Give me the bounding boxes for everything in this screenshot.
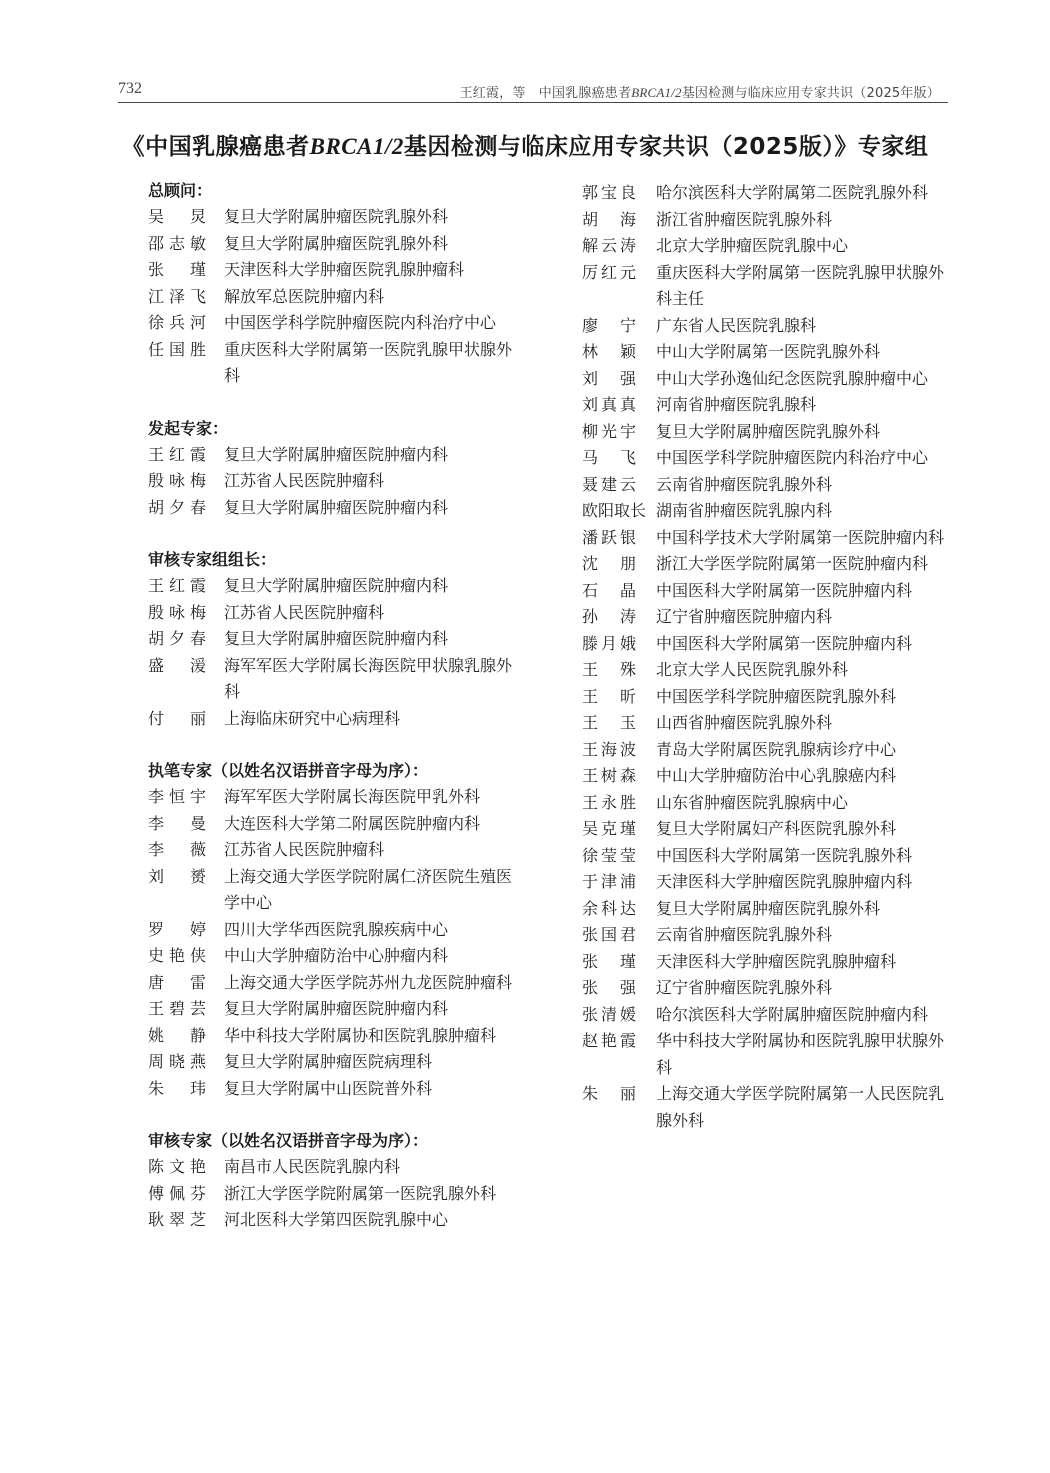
expert-name: 胡夕春 xyxy=(148,629,206,648)
expert-entry xyxy=(148,231,518,258)
expert-name: 王永胜 xyxy=(582,792,636,812)
expert-affiliation: 复旦大学附属肿瘤医院肿瘤内科 xyxy=(224,497,449,517)
expert-entry xyxy=(148,917,518,944)
expert-affiliation: 复旦大学附属肿瘤医院乳腺外科 xyxy=(656,421,881,441)
expert-entry xyxy=(148,943,518,970)
expert-entry xyxy=(148,468,518,495)
expert-entry xyxy=(148,811,518,838)
expert-affiliation: 中山大学孙逸仙纪念医院乳腺肿瘤中心 xyxy=(656,368,929,388)
expert-name: 任国胜 xyxy=(148,339,206,359)
expert-entry xyxy=(582,366,950,393)
expert-affiliation: 江苏省人民医院肿瘤科 xyxy=(224,840,385,859)
title-prefix: 《中国乳腺癌患者 xyxy=(121,134,310,160)
expert-name: 盛 湲 xyxy=(148,655,206,675)
expert-name: 吴 炅 xyxy=(148,207,206,226)
section-title: 总顾问： xyxy=(148,181,213,200)
expert-affiliation: 中国科学技术大学附属第一医院肿瘤内科 xyxy=(656,527,945,547)
expert-entry xyxy=(582,551,950,578)
expert-name: 王 玉 xyxy=(582,713,636,732)
expert-affiliation: 复旦大学附属肿瘤医院乳腺外科 xyxy=(224,207,449,226)
expert-entry xyxy=(582,525,950,552)
expert-name: 孙 涛 xyxy=(582,607,636,626)
expert-entry xyxy=(148,1181,518,1208)
expert-section xyxy=(148,758,518,1102)
expert-entry xyxy=(582,896,950,923)
expert-name: 柳光宇 xyxy=(582,421,636,441)
expert-name: 石 晶 xyxy=(582,580,636,600)
expert-affiliation: 复旦大学附属肿瘤医院肿瘤内科 xyxy=(224,444,449,464)
expert-name: 朱 丽 xyxy=(582,1084,636,1103)
expert-name: 耿翠芝 xyxy=(148,1210,206,1229)
expert-entry xyxy=(148,204,518,231)
expert-entry xyxy=(582,922,950,949)
right-column xyxy=(582,180,950,1134)
expert-name: 王红霞 xyxy=(148,576,206,595)
expert-name: 廖 宁 xyxy=(582,315,636,335)
title-suffix: 基因检测与临床应用专家共识（2025版）》专家组 xyxy=(403,134,929,160)
expert-affiliation: 天津医科大学肿瘤医院乳腺肿瘤科 xyxy=(656,951,897,971)
expert-entry xyxy=(582,472,950,499)
expert-name: 吴克瑾 xyxy=(582,819,636,838)
expert-name: 于津浦 xyxy=(582,872,636,891)
expert-affiliation: 华中科技大学附属协和医院乳腺肿瘤科 xyxy=(224,1025,497,1045)
expert-affiliation: 浙江省肿瘤医院乳腺外科 xyxy=(656,209,833,229)
expert-name: 刘 赟 xyxy=(148,866,206,886)
expert-entry xyxy=(148,284,518,311)
expert-entry xyxy=(148,1049,518,1076)
expert-entry xyxy=(148,442,518,469)
expert-name: 王 昕 xyxy=(582,686,636,706)
expert-entry xyxy=(582,1028,950,1081)
expert-entry xyxy=(582,763,950,790)
expert-entry xyxy=(148,495,518,522)
expert-entry xyxy=(582,816,950,843)
expert-entry xyxy=(582,419,950,446)
expert-affiliation: 中国医科大学附属第一医院肿瘤内科 xyxy=(656,633,913,653)
expert-section xyxy=(148,178,518,390)
expert-entry xyxy=(582,339,950,366)
expert-affiliation: 浙江大学医学院附属第一医院乳腺外科 xyxy=(224,1183,497,1203)
section-title: 审核专家组组长： xyxy=(148,550,277,569)
expert-affiliation: 中山大学肿瘤防治中心乳腺癌内科 xyxy=(656,766,897,785)
expert-entry xyxy=(582,1002,950,1029)
expert-name: 解云涛 xyxy=(582,236,636,255)
expert-name: 史艳侠 xyxy=(148,946,206,965)
expert-affiliation: 中国医科大学附属第一医院肿瘤内科 xyxy=(656,580,913,600)
expert-affiliation: 云南省肿瘤医院乳腺外科 xyxy=(656,925,833,944)
expert-affiliation: 青岛大学附属医院乳腺病诊疗中心 xyxy=(656,739,897,759)
expert-entry xyxy=(148,864,518,917)
expert-affiliation: 复旦大学附属肿瘤医院乳腺外科 xyxy=(224,233,449,253)
expert-affiliation: 天津医科大学肿瘤医院乳腺肿瘤科 xyxy=(224,260,465,279)
expert-affiliation: 上海临床研究中心病理科 xyxy=(224,708,401,728)
running-title-suffix: 基因检测与临床应用专家共识（2025年版） xyxy=(681,86,940,101)
expert-name: 潘跃银 xyxy=(582,527,636,547)
expert-entry xyxy=(148,996,518,1023)
expert-affiliation: 大连医科大学第二附属医院肿瘤内科 xyxy=(224,813,481,833)
expert-name: 王红霞 xyxy=(148,444,206,464)
expert-entry xyxy=(582,1081,950,1134)
expert-affiliation: 复旦大学附属肿瘤医院肿瘤内科 xyxy=(224,576,449,595)
expert-affiliation: 中国医学科学院肿瘤医院乳腺外科 xyxy=(656,686,897,706)
expert-affiliation: 中国医学科学院肿瘤医院内科治疗中心 xyxy=(656,448,929,467)
expert-name: 王碧芸 xyxy=(148,999,206,1018)
title-gene: BRCA1/2 xyxy=(309,134,404,159)
expert-name: 朱 玮 xyxy=(148,1078,206,1098)
expert-affiliation: 解放军总医院肿瘤内科 xyxy=(224,286,385,306)
expert-section xyxy=(148,416,518,522)
expert-entry xyxy=(582,843,950,870)
expert-name: 沈 朋 xyxy=(582,554,636,573)
expert-entry xyxy=(582,207,950,234)
running-title-prefix: 王红霞，等 中国乳腺癌患者 xyxy=(459,86,632,101)
section-title: 审核专家（以姓名汉语拼音字母为序）： xyxy=(148,1131,429,1150)
expert-affiliation: 重庆医科大学附属第一医院乳腺甲状腺外科主任 xyxy=(656,262,945,308)
expert-entry xyxy=(148,310,518,337)
expert-entry xyxy=(148,573,518,600)
expert-name: 傅佩芬 xyxy=(148,1183,206,1203)
expert-affiliation: 复旦大学附属肿瘤医院乳腺外科 xyxy=(656,898,881,918)
page-number: 732 xyxy=(118,80,142,97)
expert-affiliation: 河北医科大学第四医院乳腺中心 xyxy=(224,1210,449,1229)
expert-name: 殷咏梅 xyxy=(148,602,206,622)
expert-name: 王海波 xyxy=(582,739,636,759)
expert-affiliation: 江苏省人民医院肿瘤科 xyxy=(224,471,385,490)
expert-section xyxy=(148,1128,518,1234)
expert-name: 张清媛 xyxy=(582,1004,636,1024)
expert-name: 赵艳霞 xyxy=(582,1031,636,1050)
expert-affiliation: 浙江大学医学院附属第一医院肿瘤内科 xyxy=(656,554,929,573)
expert-entry xyxy=(148,1023,518,1050)
expert-name: 徐莹莹 xyxy=(582,845,636,865)
running-title xyxy=(460,82,940,101)
expert-affiliation: 河南省肿瘤医院乳腺科 xyxy=(656,395,817,414)
expert-name: 余科达 xyxy=(582,898,636,918)
expert-affiliation: 江苏省人民医院肿瘤科 xyxy=(224,602,385,622)
expert-affiliation: 上海交通大学医学院苏州九龙医院肿瘤科 xyxy=(224,972,513,992)
expert-affiliation: 中国医学科学院肿瘤医院内科治疗中心 xyxy=(224,313,497,332)
expert-name: 李 薇 xyxy=(148,840,206,859)
expert-entry xyxy=(582,578,950,605)
expert-name: 王 殊 xyxy=(582,660,636,679)
expert-entry xyxy=(148,1154,518,1181)
expert-name: 刘真真 xyxy=(582,395,636,414)
expert-affiliation: 湖南省肿瘤医院乳腺内科 xyxy=(656,501,833,520)
running-title-gene: BRCA1/2 xyxy=(631,85,682,100)
expert-entry xyxy=(582,631,950,658)
expert-name: 付 丽 xyxy=(148,708,206,728)
expert-affiliation: 辽宁省肿瘤医院乳腺外科 xyxy=(656,978,833,997)
expert-affiliation: 海军军医大学附属长海医院甲乳外科 xyxy=(224,787,481,806)
expert-entry xyxy=(582,498,950,525)
expert-affiliation: 云南省肿瘤医院乳腺外科 xyxy=(656,474,833,494)
expert-name: 郭宝良 xyxy=(582,183,636,202)
expert-name: 林 颖 xyxy=(582,342,636,361)
expert-name: 殷咏梅 xyxy=(148,471,206,490)
section-title: 执笔专家（以姓名汉语拼音字母为序）： xyxy=(148,761,429,780)
expert-entry xyxy=(582,180,950,207)
expert-entry xyxy=(582,604,950,631)
expert-name: 张 瑾 xyxy=(148,260,206,279)
expert-affiliation: 复旦大学附属妇产科医院乳腺外科 xyxy=(656,819,897,838)
expert-name: 张 瑾 xyxy=(582,951,636,971)
expert-affiliation: 重庆医科大学附属第一医院乳腺甲状腺外科 xyxy=(224,339,513,385)
expert-entry xyxy=(582,949,950,976)
expert-affiliation: 北京大学肿瘤医院乳腺中心 xyxy=(656,236,849,255)
expert-entry xyxy=(148,600,518,627)
expert-affiliation: 哈尔滨医科大学附属第二医院乳腺外科 xyxy=(656,183,929,202)
expert-entry xyxy=(582,260,950,313)
expert-name: 李 曼 xyxy=(148,813,206,833)
expert-affiliation: 中国医科大学附属第一医院乳腺外科 xyxy=(656,845,913,865)
expert-affiliation: 复旦大学附属肿瘤医院病理科 xyxy=(224,1052,433,1071)
expert-entry xyxy=(148,257,518,284)
expert-affiliation: 广东省人民医院乳腺科 xyxy=(656,315,817,335)
expert-affiliation: 中山大学附属第一医院乳腺外科 xyxy=(656,342,881,361)
expert-name: 江泽飞 xyxy=(148,286,206,306)
expert-name: 胡 海 xyxy=(582,209,636,229)
expert-name: 马 飞 xyxy=(582,448,636,467)
expert-entry xyxy=(582,392,950,419)
expert-affiliation: 复旦大学附属肿瘤医院肿瘤内科 xyxy=(224,999,449,1018)
expert-name: 刘 强 xyxy=(582,368,636,388)
expert-entry xyxy=(148,1207,518,1234)
expert-entry xyxy=(582,710,950,737)
expert-entry xyxy=(582,445,950,472)
expert-entry xyxy=(148,337,518,390)
expert-entry xyxy=(582,975,950,1002)
section-title: 发起专家： xyxy=(148,418,229,438)
expert-affiliation: 复旦大学附属肿瘤医院肿瘤内科 xyxy=(224,629,449,648)
expert-name: 厉红元 xyxy=(582,262,636,282)
expert-affiliation: 华中科技大学附属协和医院乳腺甲状腺外科 xyxy=(656,1031,945,1077)
expert-affiliation: 南昌市人民医院乳腺内科 xyxy=(224,1157,401,1176)
left-column xyxy=(148,178,518,1234)
running-header xyxy=(118,80,948,103)
expert-name: 李恒宇 xyxy=(148,787,206,806)
expert-entry xyxy=(582,869,950,896)
expert-entry xyxy=(582,790,950,817)
expert-entry xyxy=(582,313,950,340)
expert-affiliation: 上海交通大学医学院附属第一人民医院乳腺外科 xyxy=(656,1084,945,1130)
expert-name: 罗 婷 xyxy=(148,919,206,939)
expert-affiliation: 海军军医大学附属长海医院甲状腺乳腺外科 xyxy=(224,655,513,701)
expert-name: 周晓燕 xyxy=(148,1052,206,1071)
expert-entry xyxy=(148,653,518,706)
expert-entry xyxy=(582,233,950,260)
expert-affiliation: 哈尔滨医科大学附属肿瘤医院肿瘤内科 xyxy=(656,1004,929,1024)
expert-section xyxy=(148,547,518,732)
expert-affiliation: 中山大学肿瘤防治中心肿瘤内科 xyxy=(224,946,449,965)
expert-entry xyxy=(148,706,518,733)
expert-entry xyxy=(582,684,950,711)
expert-entry xyxy=(148,970,518,997)
expert-entry xyxy=(148,837,518,864)
expert-affiliation: 山西省肿瘤医院乳腺外科 xyxy=(656,713,833,732)
expert-affiliation: 复旦大学附属中山医院普外科 xyxy=(224,1078,433,1098)
expert-entry xyxy=(148,626,518,653)
expert-name: 张国君 xyxy=(582,925,636,944)
expert-affiliation: 山东省肿瘤医院乳腺病中心 xyxy=(656,792,849,812)
expert-name: 徐兵河 xyxy=(148,313,206,332)
expert-name: 王树森 xyxy=(582,766,636,785)
expert-entry xyxy=(148,1076,518,1103)
expert-name: 滕月娥 xyxy=(582,633,636,653)
expert-name: 胡夕春 xyxy=(148,497,206,517)
expert-affiliation: 北京大学人民医院乳腺外科 xyxy=(656,660,849,679)
expert-name: 陈文艳 xyxy=(148,1157,206,1176)
expert-name: 欧阳取长 xyxy=(582,501,647,520)
expert-name: 邵志敏 xyxy=(148,233,206,253)
expert-entry xyxy=(148,784,518,811)
expert-affiliation: 上海交通大学医学院附属仁济医院生殖医学中心 xyxy=(224,866,513,912)
expert-entry xyxy=(582,737,950,764)
expert-name: 聂建云 xyxy=(582,474,636,494)
expert-entry xyxy=(582,657,950,684)
expert-affiliation: 四川大学华西医院乳腺疾病中心 xyxy=(224,919,449,939)
document-title xyxy=(0,128,1050,161)
expert-affiliation: 天津医科大学肿瘤医院乳腺肿瘤内科 xyxy=(656,872,913,891)
expert-name: 姚 静 xyxy=(148,1025,206,1045)
expert-affiliation: 辽宁省肿瘤医院肿瘤内科 xyxy=(656,607,833,626)
expert-name: 唐 雷 xyxy=(148,972,206,992)
expert-name: 张 强 xyxy=(582,978,636,997)
